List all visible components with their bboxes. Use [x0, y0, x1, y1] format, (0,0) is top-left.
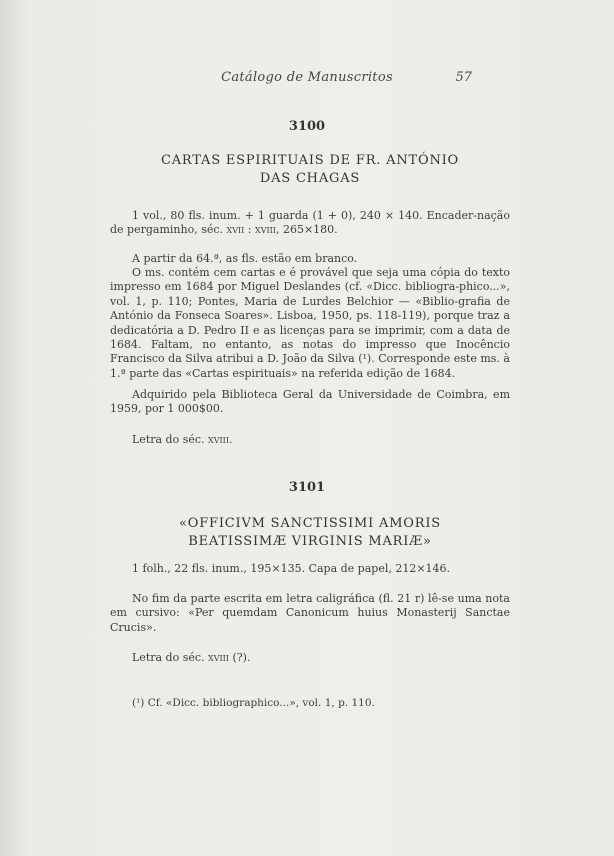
footnote — [132, 696, 512, 710]
description-text: , 265×180. — [275, 223, 338, 237]
note-cursive: No fim da parte escrita em letra caligráfica (fl. 21 r) lê-se uma nota em cursivo: «Per quemdam Canonicum huius Monasterij Sanctae Crucis». — [110, 592, 510, 634]
description-text: 1 vol., 80 fls. inum. + 1 guarda (1 + 0), 240 × 140. Encader-nação de pergaminho, séc. — [110, 209, 510, 237]
century-numeral: xviii — [208, 433, 229, 446]
script-date-3101 — [110, 651, 510, 665]
entry-title-3100 — [110, 152, 510, 188]
running-header — [0, 70, 614, 90]
entry-number-3101: 3101 — [288, 480, 326, 495]
note-blank-folios: A partir da 64.ª, as fls. estão em branco. — [132, 252, 358, 265]
century-numeral: xviii — [208, 651, 229, 664]
script-date-text: (?). — [228, 651, 251, 664]
note-acquisition: Adquirido pela Biblioteca Geral da Universidade de Coimbra, em 1959, por 1 000$00. — [110, 388, 510, 416]
footnote-text: Cf. «Dicc. bibliographico...», vol. 1, p. 110. — [147, 697, 375, 709]
description-text: : — [244, 223, 255, 237]
note-content-origin: O ms. contém cem cartas e é provável que seja uma cópia do texto impresso em 1684 por Miguel Deslandes (cf. «Dicc. bibliogra-phico...», vol. 1, p. 110; Pontes, Maria de Lurdes Belchior — «Biblio-grafia de António da Fonseca Soares». Lisboa, 1950, ps. 118-119), porque traz a dedicatória a D. Pedro II e as licenças para se imprimir, com a data de 1684. Faltam, no entanto, as notas do impresso que Inocêncio Francisco da Silva atribui a D. João da Silva (¹). Corresponde este ms. à 1.ª parte das «Cartas espirituais» na referida edição de 1684. — [110, 266, 510, 380]
script-date-text: . — [228, 433, 233, 446]
physical-description-3101: 1 folh., 22 fls. inum., 195×135. Capa de papel, 212×146. — [132, 562, 451, 575]
entry-title-line-1: «OFFICIVM SANCTISSIMI AMORIS — [178, 516, 441, 531]
entry-title-line-2: DAS CHAGAS — [259, 171, 361, 186]
entry-title-line-2: BEATISSIMÆ VIRGINIS MARIÆ» — [188, 534, 432, 549]
century-numeral: xviii — [255, 223, 276, 237]
physical-description-3100 — [110, 209, 510, 238]
entry-number-3100: 3100 — [288, 119, 326, 134]
script-date-text: Letra do séc. — [132, 651, 209, 664]
page-number: 57 — [455, 70, 472, 85]
century-numeral: xvii — [226, 223, 245, 237]
entry-title-line-1: CARTAS ESPIRITUAIS DE FR. ANTÓNIO — [160, 153, 460, 168]
entry-title-3101 — [110, 515, 510, 551]
footnote-marker: (¹) — [132, 697, 145, 709]
running-title: Catálogo de Manuscritos — [221, 70, 393, 85]
script-date-text: Letra do séc. — [132, 433, 209, 446]
script-date-3100 — [110, 433, 510, 447]
